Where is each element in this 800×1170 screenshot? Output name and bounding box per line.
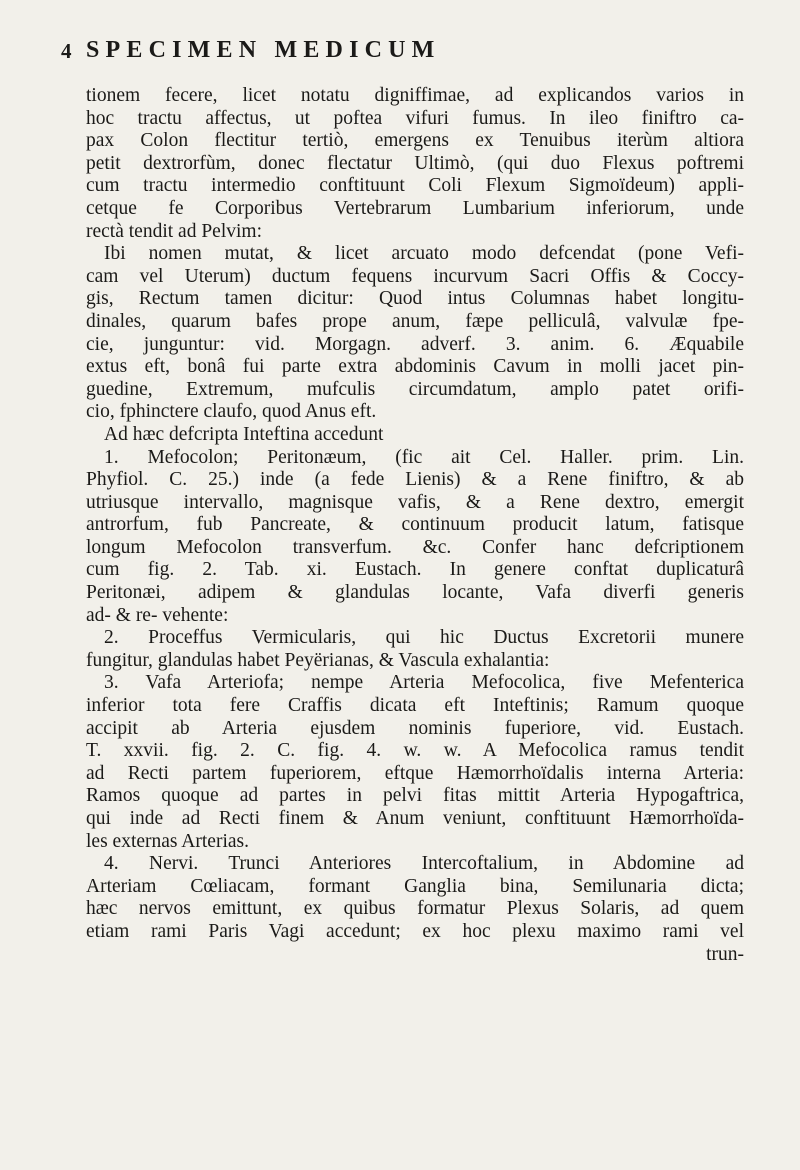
body-text <box>66 85 744 966</box>
text-line: hoc tractu affectus, ut poftea vifuri fumus. In ileo finiftro ca- <box>86 107 744 129</box>
text-line: longum Mefocolon transverfum. &c. Confer hanc defcriptionem <box>86 536 744 558</box>
text-line: gis, Rectum tamen dicitur: Quod intus Columnas habet longitu- <box>86 288 744 310</box>
text-line: ad Recti partem fuperiorem, eftque Hæmorrhoïdalis interna Arteria: <box>86 762 744 784</box>
text-line: etiam rami Paris Vagi accedunt; ex hoc plexu maximo rami vel <box>86 920 744 942</box>
text-line: les externas Arterias. <box>86 830 249 852</box>
text-line: utriusque intervallo, magnisque vafis, & a Rene dextro, emergit <box>86 491 744 513</box>
text-line: tionem fecere, licet notatu digniffimae, ad explicandos varios in <box>86 85 744 106</box>
text-line: cio, fphinctere claufo, quod Anus eft. <box>86 401 377 423</box>
text-line: 4. Nervi. Trunci Anteriores Intercoftalium, in Abdomine ad <box>104 853 744 875</box>
text-line: inferior tota fere Craffis dicata eft Inteftinis; Ramum quoque <box>86 695 744 717</box>
text-line: rectà tendit ad Pelvim: <box>86 220 262 242</box>
text-line: 3. Vafa Arteriofa; nempe Arteria Mefocolica, five Mefenterica <box>104 672 744 694</box>
text-line: dinales, quarum bafes prope anum, fæpe pelliculâ, valvulæ fpe- <box>86 310 744 332</box>
page-number: 4 <box>61 39 72 63</box>
text-line: ad- & re- vehente: <box>86 604 229 626</box>
running-head: SPECIMEN MEDICUM <box>86 37 441 63</box>
text-line: Ad hæc defcripta Inteftina accedunt <box>104 423 384 445</box>
text-line: pax Colon flectitur tertiò, emergens ex Tenuibus iterùm altiora <box>86 130 744 152</box>
text-line: cum fig. 2. Tab. xi. Eustach. In genere conftat duplicaturâ <box>86 559 744 581</box>
text-line: hæc nervos emittunt, ex quibus formatur Plexus Solaris, ad quem <box>86 898 744 920</box>
text-line: petit dextrorfùm, donec flectatur Ultimò, (qui duo Flexus poftremi <box>86 152 744 174</box>
text-line: antrorfum, fub Pancreate, & continuum producit latum, fatisque <box>86 514 744 536</box>
text-line: cie, junguntur: vid. Morgagn. adverf. 3. anim. 6. Æquabile <box>86 333 744 355</box>
text-line: Ibi nomen mutat, & licet arcuato modo defcendat (pone Vefi- <box>104 243 744 265</box>
text-line: fungitur, glandulas habet Peyërianas, & Vascula exhalantia: <box>86 649 550 671</box>
text-line: Phyfiol. C. 25.) inde (a fede Lienis) & a Rene finiftro, & ab <box>86 469 744 491</box>
text-line: accipit ab Arteria ejusdem nominis fuperiore, vid. Eustach. <box>86 717 744 739</box>
text-line: cam vel Uterum) ductum fequens incurvum Sacri Offis & Coccy- <box>86 265 744 287</box>
text-line: cum tractu intermedio conftituunt Coli Flexum Sigmoïdeum) appli- <box>86 175 744 197</box>
text-line: trun- <box>706 943 744 965</box>
text-line: guedine, Extremum, mufculis circumdatum, amplo patet orifi- <box>86 378 744 400</box>
text-line: qui inde ad Recti finem & Anum veniunt, conftituunt Hæmorrhoïda- <box>86 808 744 829</box>
text-line: Peritonæi, adipem & glandulas locante, Vafa diverfi generis <box>86 582 744 604</box>
text-line: 1. Mefocolon; Peritonæum, (fic ait Cel. Haller. prim. Lin. <box>104 446 744 468</box>
text-line: Arteriam Cœliacam, formant Ganglia bina, Semilunaria dicta; <box>86 875 744 897</box>
text-line: Ramos quoque ad partes in pelvi fitas mittit Arteria Hypogaftrica, <box>86 785 744 807</box>
text-line: T. xxvii. fig. 2. C. fig. 4. w. w. A Mefocolica ramus tendit <box>86 740 744 762</box>
text-line: cetque fe Corporibus Vertebrarum Lumbarium inferiorum, unde <box>86 197 744 219</box>
text-line: 2. Proceffus Vermicularis, qui hic Ductus Excretorii munere <box>104 627 744 649</box>
text-line: extus eft, bonâ fui parte extra abdominis Cavum in molli jacet pin- <box>86 356 744 378</box>
